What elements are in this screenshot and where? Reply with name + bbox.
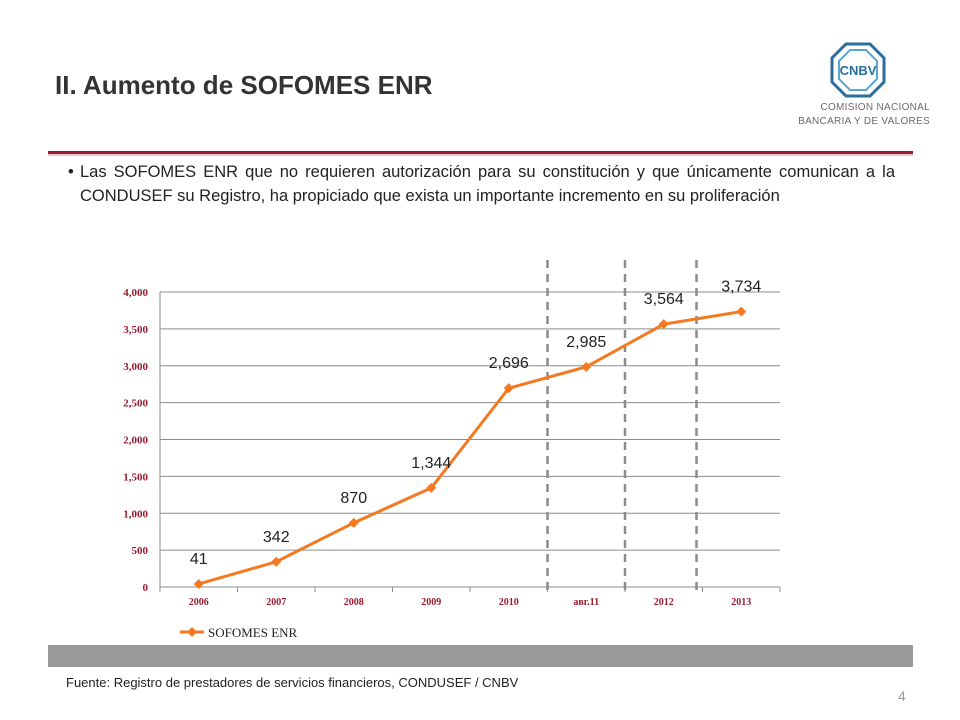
logo-line-1: COMISION NACIONAL <box>820 102 930 113</box>
cnbv-logo <box>780 40 930 140</box>
y-tick-label: 3,500 <box>123 323 148 336</box>
y-tick-label: 3,000 <box>123 360 148 373</box>
data-label: 870 <box>340 489 368 507</box>
page-title: II. Aumento de SOFOMES ENR <box>55 70 433 100</box>
x-tick-label: 2013 <box>731 597 752 608</box>
y-tick-label: 500 <box>131 545 148 558</box>
data-label: 342 <box>262 528 290 546</box>
x-tick-label: авг.11 <box>573 597 600 608</box>
x-tick-label: 2008 <box>343 597 364 608</box>
y-tick-label: 0 <box>142 582 148 594</box>
page-number: 4 <box>898 688 906 704</box>
y-tick-label: 4,000 <box>123 287 148 299</box>
legend-label: SOFOMES ENR <box>208 625 298 640</box>
footer-band <box>48 645 913 667</box>
x-tick-label: 2009 <box>421 597 442 608</box>
bullet-dot-icon: • <box>68 163 74 181</box>
y-tick-label: 1,000 <box>123 508 148 521</box>
data-label: 41 <box>189 550 208 568</box>
y-tick-label: 1,500 <box>123 471 148 484</box>
title-divider-shadow <box>48 154 913 156</box>
logo-abbr: CNBV <box>839 63 877 78</box>
bullet-point <box>68 160 895 208</box>
bullet-text: Las SOFOMES ENR que no requieren autorización para su constitución y que únicamente comunican a la CONDUSEF su Registro, ha propiciado que exista un importante incremento en su proliferación <box>80 163 895 205</box>
data-point <box>349 518 359 528</box>
y-tick-label: 2,000 <box>123 434 148 447</box>
logo-line-2: BANCARIA Y DE VALORES <box>798 116 930 127</box>
x-tick-label: 2012 <box>653 597 674 608</box>
data-point <box>736 307 746 317</box>
cnbv-emblem-icon <box>780 40 930 102</box>
x-tick-label: 2006 <box>188 597 209 608</box>
data-label: 2,985 <box>566 333 607 351</box>
legend-marker <box>187 627 197 637</box>
x-tick-label: 2007 <box>266 597 287 608</box>
x-tick-label: 2010 <box>498 597 519 608</box>
data-label: 3,734 <box>721 278 762 296</box>
source-note: Fuente: Registro de prestadores de servicios financieros, CONDUSEF / CNBV <box>66 675 519 690</box>
data-label: 2,696 <box>488 355 529 373</box>
data-label: 3,564 <box>643 291 684 309</box>
y-tick-label: 2,500 <box>123 397 148 410</box>
data-point <box>271 557 281 567</box>
line-chart <box>100 250 800 650</box>
data-label: 1,344 <box>411 454 452 472</box>
